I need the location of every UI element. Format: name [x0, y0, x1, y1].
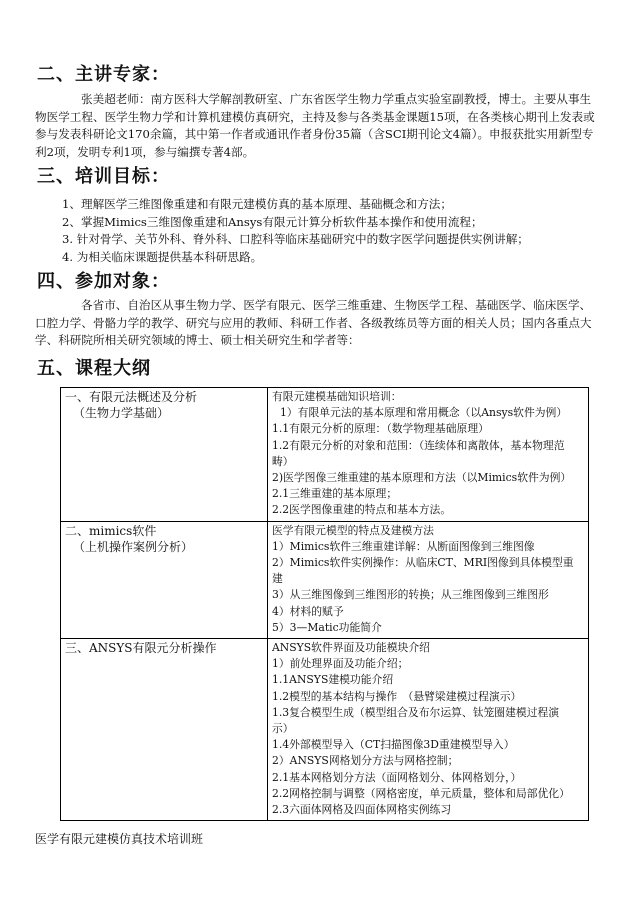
- module-title-cell: [61, 639, 268, 821]
- module-title-cell: [61, 521, 268, 638]
- experts-paragraph: [35, 91, 601, 161]
- course-outline-table: [60, 387, 589, 821]
- content-line: 示）: [272, 722, 294, 736]
- content-line: 1.1有限元分析的原理：（数学物理基础原理）: [272, 422, 489, 436]
- content-line: 有限元建模基础知识培训：: [272, 390, 402, 403]
- module-content-cell: [268, 639, 589, 821]
- content-line: 2.3六面体网格及四面体网格实例练习: [272, 803, 452, 817]
- module-title: 二、mimics软件: [65, 523, 157, 538]
- module-content-cell: [268, 388, 589, 522]
- section-heading-goals: 三、培训目标：: [37, 166, 170, 187]
- table-row: [61, 388, 589, 522]
- content-line: 2.1三维重建的基本原理；: [272, 487, 398, 501]
- content-line: 1.2模型的基本结构与操作 （悬臂梁建模过程演示）: [272, 689, 522, 703]
- page-footer: 医学有限元建模仿真技术培训班: [35, 832, 204, 846]
- content-line: 2）Mimics软件实例操作：从临床CT、MRI图像到具体模型重: [272, 556, 574, 570]
- module-subtitle: （生物力学基础）: [73, 406, 170, 421]
- content-line: 1.4外部模型导入（CT扫描图像3D重建模型导入）: [272, 738, 515, 752]
- content-line: 2.2网格控制与调整（网格密度，单元质量，整体和局部优化）: [272, 786, 570, 800]
- content-line: ANSYS软件界面及功能模块介绍: [272, 641, 430, 655]
- content-line: 2.2医学图像重建的特点和基本方法。: [272, 503, 452, 517]
- audience-paragraph: [35, 297, 601, 350]
- goal-item: 4. 为相关临床课题提供基本科研思路。: [62, 249, 263, 264]
- goal-item: 2、掌握Mimics三维图像重建和Ansys有限元计算分析软件基本操作和使用流程；: [62, 214, 483, 229]
- content-line: 1.1ANSYS建模功能介绍: [272, 673, 394, 687]
- section-heading-experts: 二、主讲专家：: [37, 64, 170, 85]
- module-title: 三、ANSYS有限元分析操作: [65, 641, 217, 656]
- content-line: 4）材料的赋予: [272, 604, 344, 618]
- experts-text: 张美超老师：南方医科大学解剖教研室、广东省医学生物力学重点实验室副教授，博士。主要从事生物医学工程、医学生物力学和计算机建模仿真研究，主持及参与各类基金课题15项，在各类核心期刊上发表或参与发表科研论文170余篇，其中第一作者或通讯作者身份35篇（含SCI期刊论文4篇）。申报获批实用新型专利2项，发明专利1项，参与编撰专著4部。: [35, 92, 595, 159]
- content-line: 1）前处理界面及功能介绍；: [272, 657, 409, 671]
- content-line: 医学有限元模型的特点及建模方法: [272, 523, 434, 537]
- content-line: 1.2有限元分析的对象和范围：（连续体和离散体，基本物理范: [272, 438, 565, 452]
- content-line: 建: [272, 572, 283, 586]
- module-subtitle: （上机操作案例分析）: [73, 539, 194, 554]
- content-line: 1）Mimics软件三维重建详解：从断面图像到三维图像: [272, 539, 535, 553]
- module-title-cell: [61, 388, 268, 522]
- content-line: 2)医学图像三维重建的基本原理和方法（以Mimics软件为例）: [272, 471, 572, 485]
- goal-item: 1、理解医学三维图像重建和有限元建模仿真的基本原理、基础概念和方法；: [62, 197, 452, 211]
- table-row: [61, 521, 589, 638]
- audience-text: 各省市、自治区从事生物力学、医学有限元、医学三维重建、生物医学工程、基础医学、临床医学、口腔力学、骨骼力学的教学、研究与应用的教师、科研工作者、各级教练员等方面的相关人员；国内各重点大学、科研院所相关研究领域的博士、硕士相关研究生和学者等：: [35, 298, 592, 347]
- section-heading-audience: 四、参加对象：: [37, 271, 170, 292]
- section-heading-outline: 五、课程大纲: [37, 358, 151, 379]
- goals-list: [62, 196, 602, 266]
- content-line: 5）3—Matic功能简介: [272, 620, 382, 634]
- content-line: 1.3复合模型生成（模型组合及布尔运算、钛笼圈建模过程演: [272, 705, 560, 719]
- content-line: 2.1基本网格划分方法（面网格划分、体网格划分，）: [272, 770, 522, 784]
- content-line: 畴）: [272, 454, 294, 468]
- content-line: 1）有限单元法的基本原理和常用概念（以Ansys软件为例）: [280, 406, 568, 420]
- module-title: 一、有限元法概述及分析: [65, 390, 198, 404]
- content-line: 2）ANSYS网格划分方法与网格控制；: [272, 754, 459, 768]
- module-content-cell: [268, 521, 589, 638]
- content-line: 3）从三维图像到三维图形的转换；从三维图像到三维图形: [272, 588, 549, 602]
- table-row: [61, 639, 589, 821]
- goal-item: 3. 针对骨学、关节外科、脊外科、口腔科等临床基础研究中的数字医学问题提供实例讲解；: [62, 232, 529, 246]
